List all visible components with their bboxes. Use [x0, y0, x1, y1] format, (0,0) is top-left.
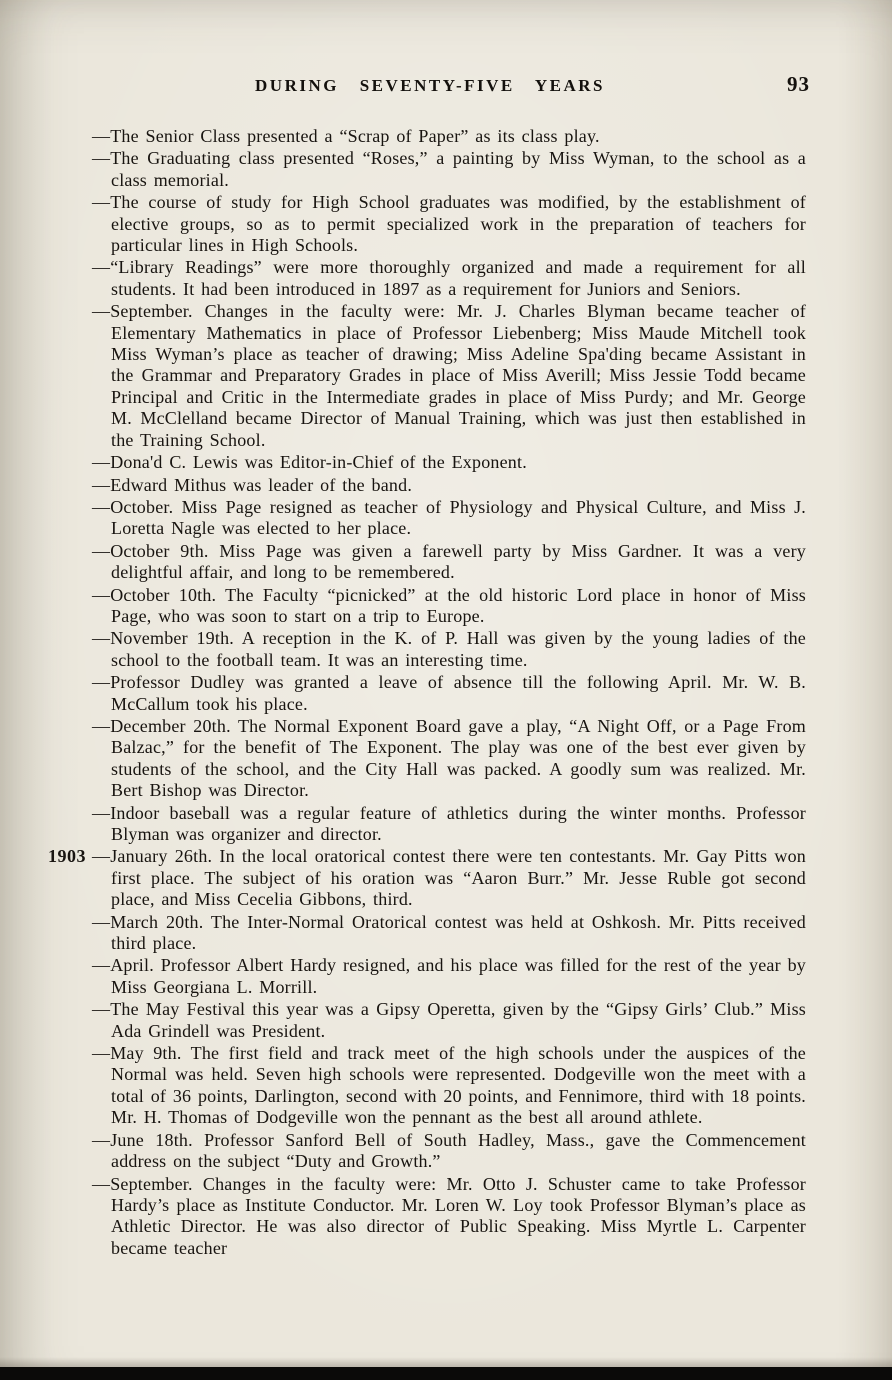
- entry-text: —The Graduating class presented “Roses,” a painting by Miss Wyman, to the school as a class memorial.: [92, 148, 806, 190]
- entry-text: —June 18th. Professor Sanford Bell of South Hadley, Mass., gave the Commencement address on the subject “Duty and Growth.”: [92, 1129, 806, 1172]
- entry-line: [92, 999, 806, 1042]
- entry-line: [92, 955, 806, 998]
- entry-text: —April. Professor Albert Hardy resigned, and his place was filled for the rest of the year by Miss Georgiana L. Morrill.: [92, 955, 806, 997]
- entries-list: [48, 126, 806, 1259]
- scan-edge-bar: [0, 1367, 892, 1380]
- entry-line: [92, 628, 806, 671]
- entry-text: —October 9th. Miss Page was given a farewell party by Miss Gardner. It was a very delightful affair, and long to be remembered.: [92, 540, 806, 583]
- running-head: DURING SEVENTY-FIVE YEARS: [255, 76, 605, 95]
- entry-line: [92, 541, 806, 584]
- entry-text: —September. Changes in the faculty were: Mr. J. Charles Blyman became teacher of Elementary Mathematics in place of Professor Liebenberg; Miss Maude Mitchell took Miss Wyman’s place as teacher of drawing; Miss Adeline Spa'ding became Assistant in the Grammar and Preparatory Grades in place of Miss Averill; Miss Jessie Todd became Principal and Critic in the Intermediate grades in place of Miss Purdy; and Mr. George M. McClelland became Director of Manual Training, which was just then established in the Training School.: [92, 301, 806, 450]
- entry-text: —October. Miss Page resigned as teacher of Physiology and Physical Culture, and Miss J. Loretta Nagle was elected to her place.: [92, 496, 806, 539]
- entry-text: —Professor Dudley was granted a leave of absence till the following April. Mr. W. B. McCallum took his place.: [92, 672, 806, 714]
- entry-text: —May 9th. The first field and track meet of the high schools under the auspices of the Normal was held. Seven high schools were represented. Dodgeville won the meet with a total of 36 points, Darlington, second with 20 points, and Fennimore, third with 18 points. Mr. H. Thomas of Dodgeville won the pennant as the best all around athlete.: [92, 1043, 806, 1128]
- entry-line: [92, 126, 806, 147]
- entry-line: [92, 716, 806, 802]
- entry-text: —Indoor baseball was a regular feature of athletics during the winter months. Professor Blyman was organizer and director.: [92, 802, 806, 844]
- entry-line: [92, 803, 806, 846]
- page-number: 93: [787, 72, 810, 96]
- entry-line: [92, 672, 806, 715]
- entry-line: [92, 1043, 806, 1129]
- entry-text: —December 20th. The Normal Exponent Board gave a play, “A Night Off, or a Page From Balzac,” for the benefit of The Exponent. The play was one of the best ever given by students of the school, and the City Hall was packed. A goodly sum was realized. Mr. Bert Bishop was Director.: [92, 715, 806, 801]
- entry-line: [92, 192, 806, 256]
- entry-text: —September. Changes in the faculty were: Mr. Otto J. Schuster came to take Professor Hardy’s place as Institute Conductor. Mr. Loren W. Loy took Professor Blyman’s place as Athletic Director. He was also director of Public Speaking. Miss Myrtle L. Carpenter became teacher: [92, 1173, 806, 1258]
- entry-line: [92, 257, 806, 300]
- entry-text: —March 20th. The Inter-Normal Oratorical contest was held at Oshkosh. Mr. Pitts received third place.: [92, 911, 806, 954]
- entry-line: [92, 301, 806, 451]
- entry-line: [92, 497, 806, 540]
- entry-line: [92, 912, 806, 955]
- entry-year: 1903: [48, 846, 86, 867]
- page-header: [92, 72, 810, 102]
- entry-text: —October 10th. The Faculty “picnicked” at the old historic Lord place in honor of Miss Page, who was soon to start on a trip to Europe.: [92, 584, 806, 626]
- entry-text: —The Senior Class presented a “Scrap of Paper” as its class play.: [92, 126, 600, 146]
- entry-line: [92, 1174, 806, 1260]
- entry-text: —Dona'd C. Lewis was Editor-in-Chief of the Exponent.: [92, 452, 527, 473]
- entry-text: —Edward Mithus was leader of the band.: [92, 474, 413, 495]
- entry-line: [48, 846, 806, 910]
- scan-shadow: [0, 1357, 892, 1367]
- entry-line: [92, 452, 806, 473]
- entry-text: —“Library Readings” were more thoroughly organized and made a requirement for all students. It had been introduced in 1897 as a requirement for Juniors and Seniors.: [92, 257, 806, 299]
- entry-text: —January 26th. In the local oratorical contest there were ten contestants. Mr. Gay Pitts won first place. The subject of his oration was “Aaron Burr.” Mr. Jesse Ruble got second place, and Miss Cecelia Gibbons, third.: [92, 846, 806, 910]
- entry-line: [92, 585, 806, 628]
- entry-text: —The May Festival this year was a Gipsy Operetta, given by the “Gipsy Girls’ Club.” Miss Ada Grindell was President.: [92, 999, 806, 1041]
- entry-text: —November 19th. A reception in the K. of P. Hall was given by the young ladies of the school to the football team. It was an interesting time.: [92, 628, 806, 670]
- entry-line: [92, 1130, 806, 1173]
- entry-line: [92, 148, 806, 191]
- entry-line: [92, 475, 806, 496]
- entry-text: —The course of study for High School graduates was modified, by the establishment of elective groups, so as to permit specialized work in the preparation of teachers for particular lines in High Schools.: [92, 192, 806, 256]
